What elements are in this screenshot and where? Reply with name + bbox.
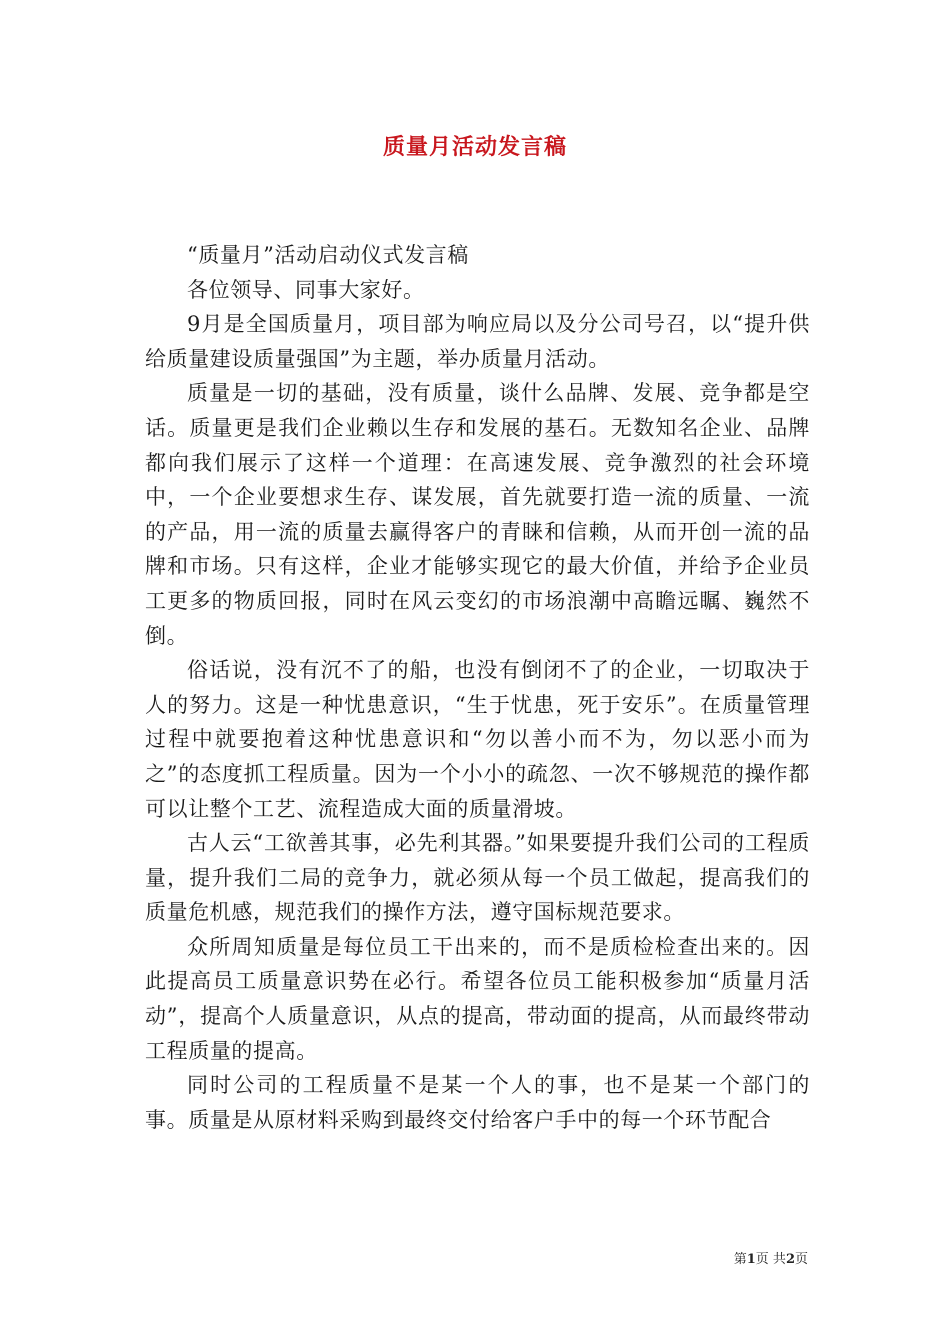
paragraph-greeting: 各位领导、同事大家好。 bbox=[187, 277, 425, 302]
paragraph: 同时公司的工程质量不是某一个人的事，也不是某一个部门的事。质量是从原材料采购到最终交付给客户手中的每一个环节配合 bbox=[145, 1073, 810, 1132]
paragraph: 俗话说，没有沉不了的船，也没有倒闭不了的企业，一切取决于人的努力。这是一种忧患意识，“生于忧患，死于安乐”。在质量管理过程中就要抱着这种忧患意识和“勿以善小而不为，勿以恶小而为之”的态度抓工程质量。因为一个小小的疏忽、一次不够规范的操作都可以让整个工艺、流程造成大面的质量滑坡。 bbox=[145, 658, 810, 821]
page-number-middle: 页 共 bbox=[755, 1252, 786, 1267]
paragraph: 质量是一切的基础，没有质量，谈什么品牌、发展、竞争都是空话。质量更是我们企业赖以生存和发展的基石。无数知名企业、品牌都向我们展示了这样一个道理：在高速发展、竞争激烈的社会环境中，一个企业要想求生存、谋发展，首先就要打造一流的质量、一流的产品，用一流的质量去赢得客户的青睐和信赖，从而开创一流的品牌和市场。只有这样，企业才能够实现它的最大价值，并给予企业员工更多的物质回报，同时在风云变幻的市场浪潮中高瞻远瞩、巍然不倒。 bbox=[145, 381, 810, 648]
page-number bbox=[734, 1248, 808, 1267]
document-body bbox=[145, 238, 810, 1137]
page-number-suffix: 页 bbox=[794, 1252, 808, 1267]
paragraph: 9月是全国质量月，项目部为响应局以及分公司号召，以“提升供给质量建设质量强国”为主题，举办质量月活动。 bbox=[145, 312, 810, 371]
paragraph: 众所周知质量是每位员工干出来的，而不是质检检查出来的。因此提高员工质量意识势在必行。希望各位员工能积极参加“质量月活动”，提高个人质量意识，从点的提高，带动面的提高，从而最终带动工程质量的提高。 bbox=[145, 934, 810, 1063]
document-title: 质量月活动发言稿 bbox=[382, 134, 567, 160]
page-number-total: 2 bbox=[785, 1252, 795, 1267]
page-number-current: 1 bbox=[746, 1252, 756, 1267]
page-number-prefix: 第 bbox=[733, 1252, 747, 1267]
paragraph: 古人云“工欲善其事，必先利其器。”如果要提升我们公司的工程质量，提升我们二局的竞争力，就必须从每一个员工做起，提高我们的质量危机感，规范我们的操作方法，遵守国标规范要求。 bbox=[145, 831, 810, 925]
paragraph-subtitle: “质量月”活动启动仪式发言稿 bbox=[187, 243, 469, 267]
